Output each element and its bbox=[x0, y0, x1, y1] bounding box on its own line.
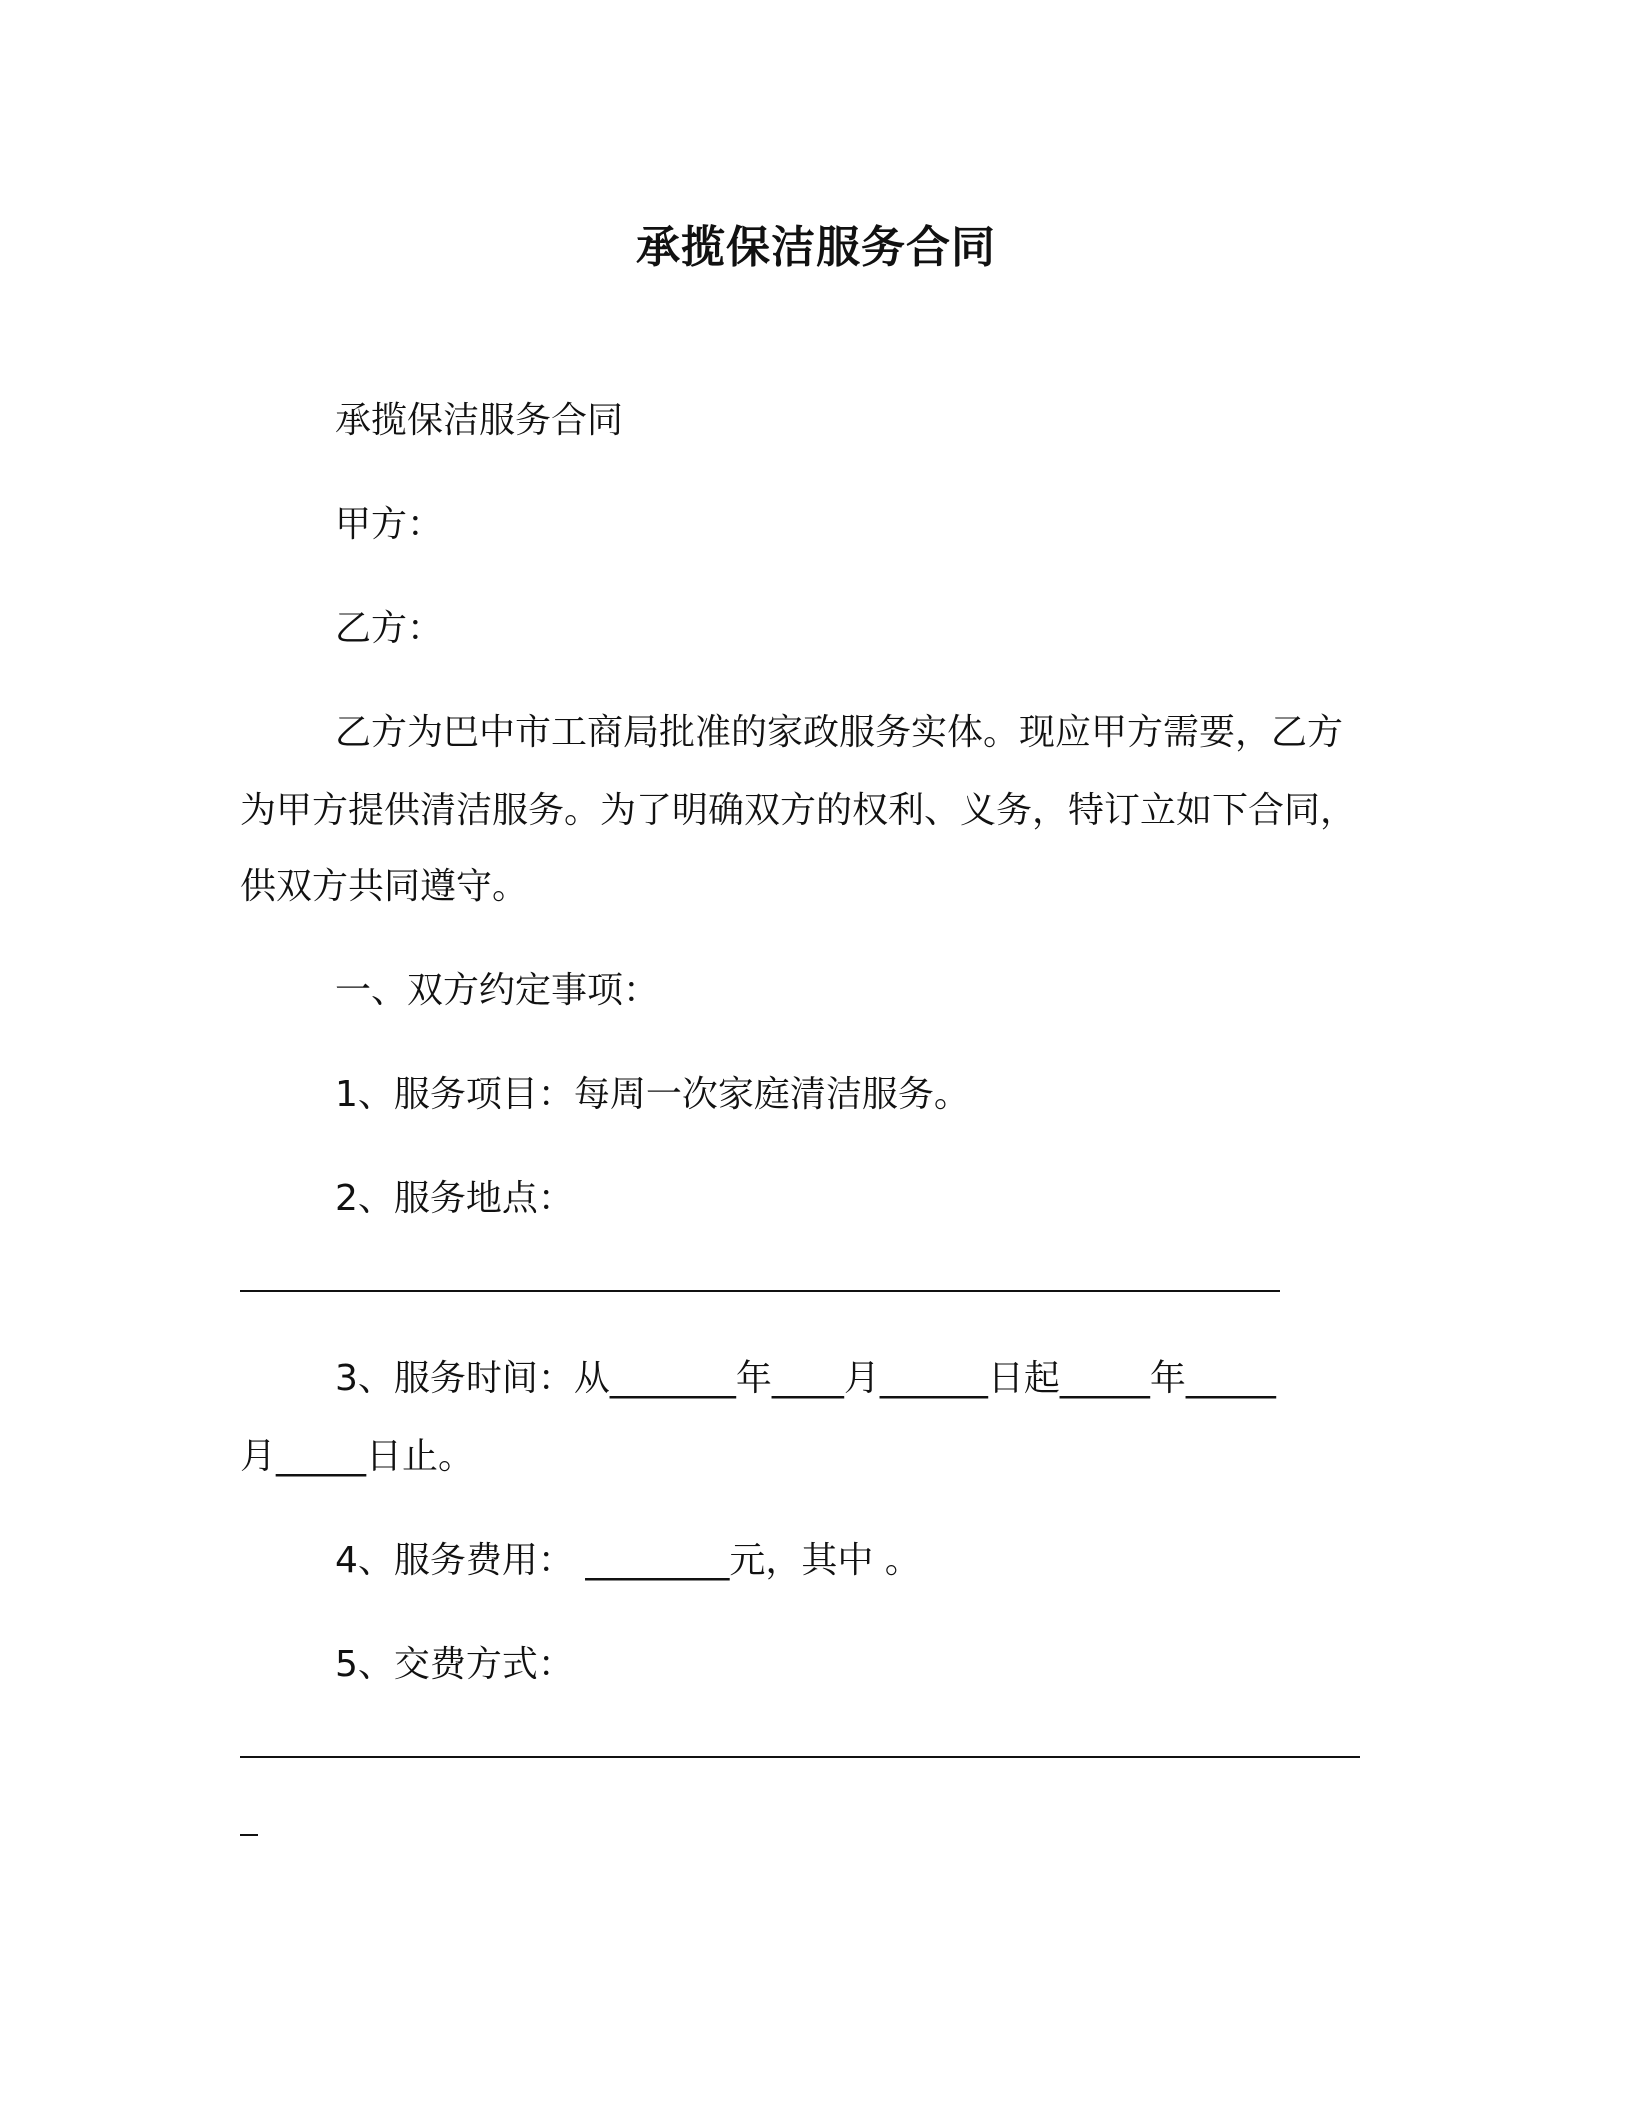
party-a-label: 甲方： bbox=[335, 504, 444, 545]
contract-heading: 承揽保洁服务合同 bbox=[335, 400, 624, 441]
intro-paragraph-line-2: 为甲方提供清洁服务。为了明确双方的权利、义务，特订立如下合同， bbox=[240, 790, 1357, 831]
party-b-label: 乙方： bbox=[335, 608, 444, 649]
intro-paragraph-line-1: 乙方为巴中市工商局批准的家政服务实体。现应甲方需要，乙方 bbox=[335, 712, 1344, 753]
document-title: 承揽保洁服务合同 bbox=[636, 222, 996, 273]
clause-1-service-item: 1、服务项目：每周一次家庭清洁服务。 bbox=[335, 1074, 970, 1115]
clause-5-payment-method: 5、交费方式： bbox=[335, 1644, 574, 1685]
clause-3-service-time-line-1: 3、服务时间：从_______年____月______日起_____年_____ bbox=[335, 1358, 1276, 1399]
service-location-blank-line bbox=[240, 1290, 1280, 1292]
clause-4-service-fee: 4、服务费用： ________元，其中 。 bbox=[335, 1540, 921, 1581]
payment-method-blank-line bbox=[240, 1756, 1360, 1758]
clause-2-service-location: 2、服务地点： bbox=[335, 1178, 574, 1219]
payment-method-blank-line-continuation bbox=[240, 1834, 258, 1836]
clause-3-service-time-line-2: 月_____日止。 bbox=[240, 1436, 475, 1477]
section-1-heading: 一、双方约定事项： bbox=[335, 970, 660, 1011]
intro-paragraph-line-3: 供双方共同遵守。 bbox=[240, 866, 529, 907]
